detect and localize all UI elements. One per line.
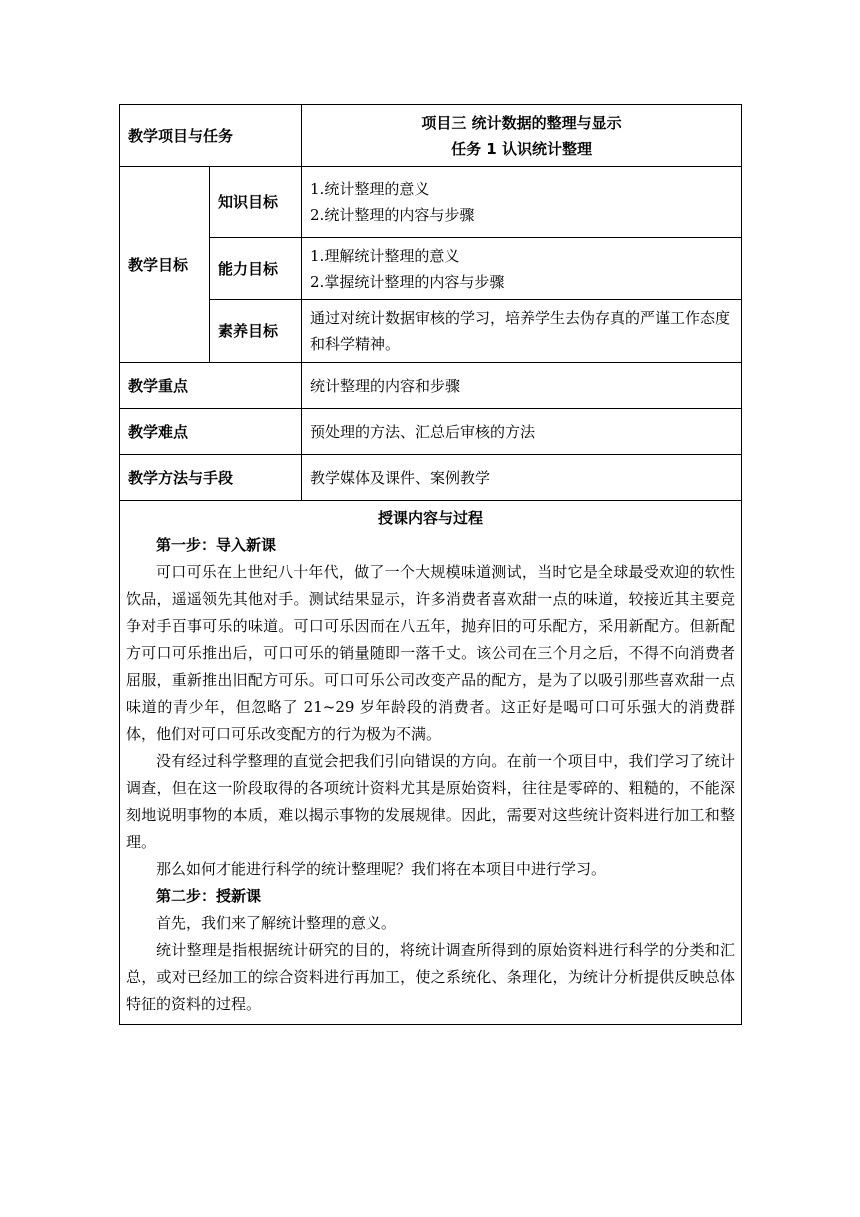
ability-item: 1.理解统计整理的意义 <box>310 246 460 265</box>
project-title: 项目三 统计数据的整理与显示 <box>421 113 622 132</box>
knowledge-label: 知识目标 <box>210 167 302 238</box>
content-cell <box>120 501 742 1025</box>
step-one-heading: 第一步：导入新课 <box>156 536 277 554</box>
knowledge-item: 1.统计整理的意义 <box>310 180 430 198</box>
quality-text: 通过对统计数据审核的学习，培养学生去伪存真的严谨工作态度和科学精神。 <box>302 300 742 363</box>
paragraph: 首先，我们来了解统计整理的意义。 <box>156 914 397 932</box>
step-two-heading: 第二步：授新课 <box>156 887 262 905</box>
ability-row <box>120 238 742 300</box>
key-label: 教学重点 <box>120 363 302 409</box>
quality-label: 素养目标 <box>210 300 302 363</box>
ability-cell <box>302 238 742 300</box>
quality-row <box>120 300 742 363</box>
paragraph: 统计整理是指根据统计研究的目的，将统计调查所得到的原始资料进行科学的分类和汇总，或对已经加工的综合资料进行再加工，使之系统化、条理化，为统计分析提供反映总体特征的资料的过程。 <box>126 941 736 1013</box>
lesson-plan-page <box>119 104 741 1025</box>
project-row <box>120 105 742 167</box>
ability-label: 能力目标 <box>210 238 302 300</box>
knowledge-item: 2.统计整理的内容与步骤 <box>310 206 475 224</box>
method-label: 教学方法与手段 <box>120 455 302 501</box>
project-cell <box>302 105 742 167</box>
method-row <box>120 455 742 501</box>
knowledge-cell <box>302 167 742 238</box>
content-title: 授课内容与过程 <box>378 509 484 527</box>
ability-item: 2.掌握统计整理的内容与步骤 <box>310 272 505 291</box>
paragraph: 那么如何才能进行科学的统计整理呢？我们将在本项目中进行学习。 <box>156 860 607 878</box>
key-text: 统计整理的内容和步骤 <box>302 363 742 409</box>
project-label: 教学项目与任务 <box>120 105 302 167</box>
objectives-label: 教学目标 <box>120 167 210 363</box>
content-row <box>120 501 742 1025</box>
difficulty-label: 教学难点 <box>120 409 302 455</box>
method-text: 教学媒体及课件、案例教学 <box>302 455 742 501</box>
paragraph: 没有经过科学整理的直觉会把我们引向错误的方向。在前一个项目中，我们学习了统计调查，但在这一阶段取得的各项统计资料尤其是原始资料，往往是零碎的、粗糙的，不能深刻地说明事物的本质，难以揭示事物的发展规律。因此，需要对这些统计资料进行加工和整理。 <box>126 752 736 851</box>
lesson-plan-table <box>119 104 742 1025</box>
task-title: 任务 1 认识统计整理 <box>451 139 592 158</box>
difficulty-row <box>120 409 742 455</box>
difficulty-text: 预处理的方法、汇总后审核的方法 <box>302 409 742 455</box>
paragraph: 可口可乐在上世纪八十年代，做了一个大规模味道测试，当时它是全球最受欢迎的软性饮品，遥遥领先其他对手。测试结果显示，许多消费者喜欢甜一点的味道，较接近其主要竞争对手百事可乐的味道。可口可乐因而在八五年，抛弃旧的可乐配方，采用新配方。但新配方可口可乐推出后，可口可乐的销量随即一落千丈。该公司在三个月之后，不得不向消费者屈服，重新推出旧配方可乐。可口可乐公司改变产品的配方，是为了以吸引那些喜欢甜一点味道的青少年，但忽略了 21~29 岁年龄段的消费者。这正好是喝可口可乐强大的消费群体，他们对可口可乐改变配方的行为极为不满。 <box>126 563 736 743</box>
knowledge-row <box>120 167 742 238</box>
key-row <box>120 363 742 409</box>
